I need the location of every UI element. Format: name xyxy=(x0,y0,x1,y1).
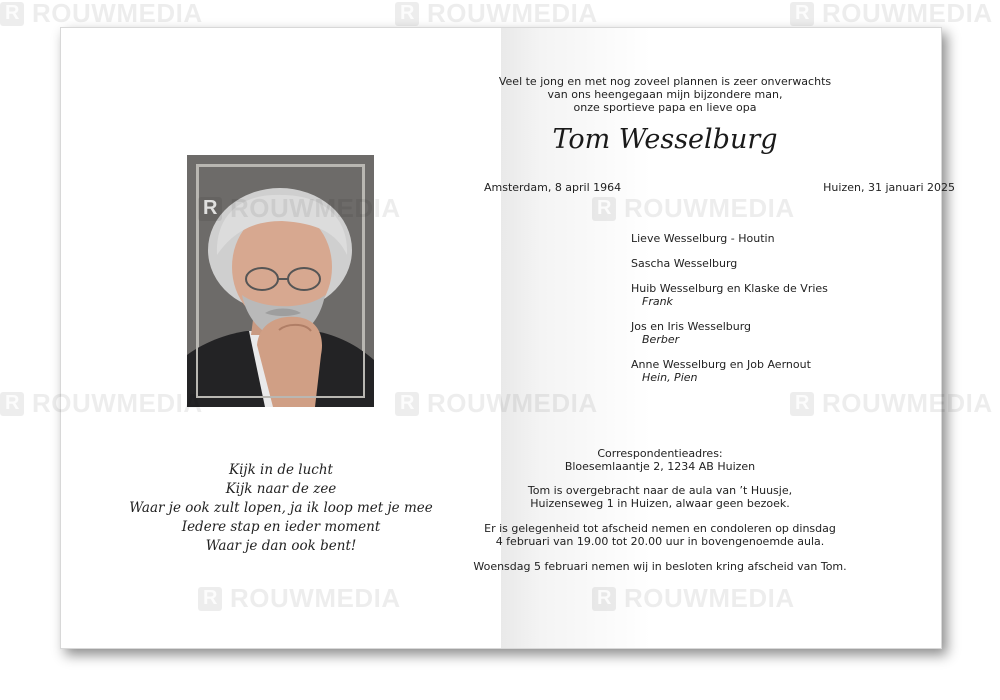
family-names: Anne Wesselburg en Job Aernout xyxy=(631,358,811,371)
family-entry xyxy=(631,320,828,346)
farewell-text: Woensdag 5 februari nemen wij in besloten kring afscheid van Tom. xyxy=(473,560,847,573)
family-entry xyxy=(631,358,828,384)
intro-line: van ons heengegaan mijn bijzondere man, xyxy=(547,88,783,101)
correspondence-address: Bloesemlaantje 2, 1234 AB Huizen xyxy=(564,459,756,473)
family-names: Lieve Wesselburg - Houtin xyxy=(631,232,775,245)
left-page xyxy=(61,28,501,648)
family-names: Sascha Wesselburg xyxy=(631,257,738,270)
poem-line: Iedere stap en ieder moment xyxy=(181,519,381,535)
correspondence-label: Correspondentieadres: xyxy=(597,447,723,460)
portrait-photo xyxy=(187,155,374,407)
poem xyxy=(101,461,461,556)
aula-line: Tom is overgebracht naar de aula van ’t Huusje, xyxy=(527,484,793,497)
deceased-name: Tom Wesselburg xyxy=(552,124,778,155)
condolence-block xyxy=(440,523,880,549)
family-children: Hein, Pien xyxy=(642,371,698,384)
family-entry xyxy=(631,232,828,245)
poem-line: Waar je dan ook bent! xyxy=(205,538,357,554)
watermark: R ROUWMEDIA xyxy=(395,0,598,29)
family-children: Frank xyxy=(642,295,673,308)
poem-line: Waar je ook zult lopen, ja ik loop met je mee xyxy=(129,500,433,516)
photo-inner-border xyxy=(196,164,365,398)
condolence-line: 4 februari van 19.00 tot 20.00 uur in bovengenoemde aula. xyxy=(495,534,825,548)
aula-line: Huizenseweg 1 in Huizen, alwaar geen bezoek. xyxy=(530,496,790,510)
watermark: R ROUWMEDIA xyxy=(790,0,993,29)
birth-info: Amsterdam, 8 april 1964 xyxy=(484,181,622,194)
condolence-line: Er is gelegenheid tot afscheid nemen en condoleren op dinsdag xyxy=(484,522,836,535)
family-children: Berber xyxy=(642,333,680,346)
intro-line: onze sportieve papa en lieve opa xyxy=(573,101,757,114)
family-entry xyxy=(631,257,828,270)
correspondence-block xyxy=(440,448,880,474)
watermark-logo-icon xyxy=(0,2,24,26)
intro-line: Veel te jong en met nog zoveel plannen is zeer onverwachts xyxy=(498,75,832,88)
family-names: Huib Wesselburg en Klaske de Vries xyxy=(631,282,828,295)
intro-text xyxy=(480,75,850,114)
family-list xyxy=(631,232,828,396)
poem-line: Kijk naar de zee xyxy=(225,481,337,497)
watermark-logo-icon xyxy=(395,2,419,26)
watermark-logo-icon xyxy=(790,2,814,26)
poem-line: Kijk in de lucht xyxy=(229,462,333,478)
family-entry xyxy=(631,282,828,308)
family-names: Jos en Iris Wesselburg xyxy=(631,320,752,333)
watermark-logo-icon xyxy=(0,392,24,416)
death-info: Huizen, 31 januari 2025 xyxy=(823,181,955,194)
aula-block xyxy=(440,485,880,511)
watermark: R ROUWMEDIA xyxy=(0,0,203,29)
